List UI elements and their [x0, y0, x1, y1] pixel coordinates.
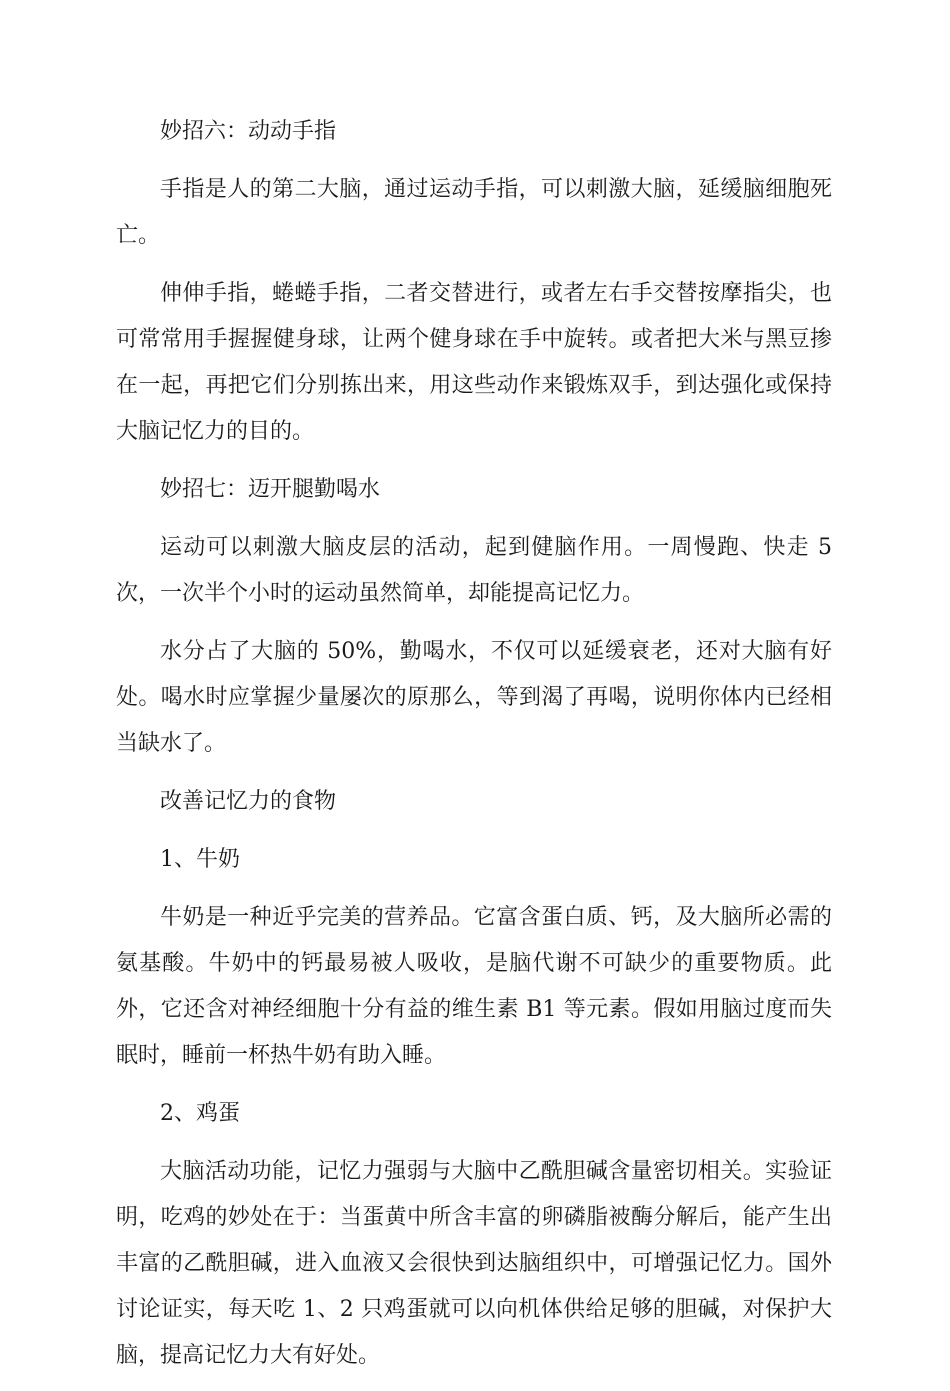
paragraph: 大脑活动功能，记忆力强弱与大脑中乙酰胆碱含量密切相关。实验证明，吃鸡的妙处在于：当蛋黄中所含丰富的卵磷脂被酶分解后，能产生出丰富的乙酰胆碱，进入血液又会很快到达脑组织中，可增强记忆力。国外讨论证实，每天吃 1、2 只鸡蛋就可以向机体供给足够的胆碱，对保护大脑，提高记忆力大有好处。	[116, 1159, 832, 1368]
document-body	[116, 109, 832, 1391]
item-heading-milk: 1、牛奶	[160, 847, 240, 872]
section-heading-tip-six: 妙招六：动动手指	[160, 119, 337, 144]
paragraph: 水分占了大脑的 50%，勤喝水，不仅可以延缓衰老，还对大脑有好处。喝水时应掌握少量屡次的原那么，等到渴了再喝，说明你体内已经相当缺水了。	[116, 639, 832, 756]
item-heading-egg: 2、鸡蛋	[160, 1101, 240, 1126]
paragraph: 伸伸手指，蜷蜷手指，二者交替进行，或者左右手交替按摩指尖，也可常常用手握握健身球，让两个健身球在手中旋转。或者把大米与黑豆掺在一起，再把它们分别拣出来，用这些动作来锻炼双手，到达强化或保持大脑记忆力的目的。	[116, 281, 832, 444]
paragraph: 手指是人的第二大脑，通过运动手指，可以刺激大脑，延缓脑细胞死亡。	[116, 177, 832, 248]
paragraph: 运动可以刺激大脑皮层的活动，起到健脑作用。一周慢跑、快走 5 次，一次半个小时的运动虽然简单，却能提高记忆力。	[116, 535, 832, 606]
paragraph: 牛奶是一种近乎完美的营养品。它富含蛋白质、钙，及大脑所必需的氨基酸。牛奶中的钙最易被人吸收，是脑代谢不可缺少的重要物质。此外，它还含对神经细胞十分有益的维生素 B1 等元素。假如用脑过度而失眠时，睡前一杯热牛奶有助入睡。	[116, 905, 832, 1068]
section-heading-tip-seven: 妙招七：迈开腿勤喝水	[160, 477, 381, 502]
section-heading-foods: 改善记忆力的食物	[160, 789, 337, 814]
